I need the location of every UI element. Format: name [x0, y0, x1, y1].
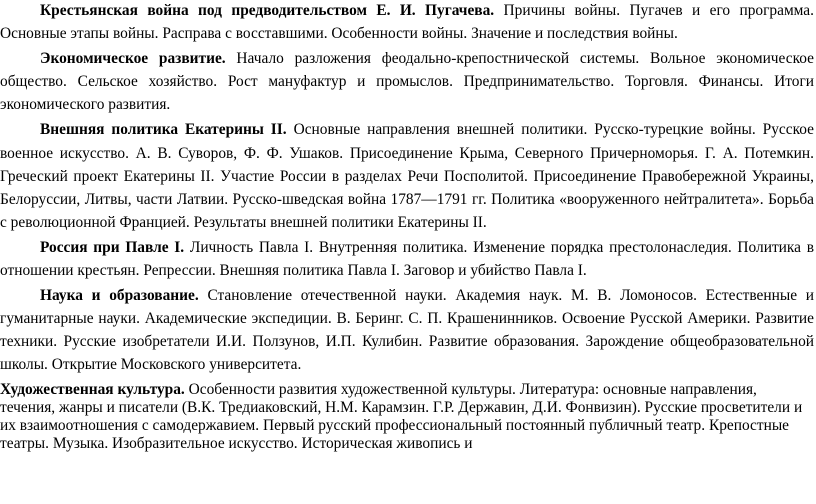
- paragraph-heading: Экономическое развитие.: [40, 50, 226, 68]
- paragraph-economic-development: [0, 47, 816, 116]
- paragraph-heading: Внешняя политика Екатерины II.: [40, 121, 287, 139]
- paragraph-body: Особенности развития художественной культуры. Литература: основные направления, течения, жанры и писатели (В.К. Тредиаковский, Н.М. Карамзин. Г.Р. Державин, Д.И. Фонвизин). Русские просветители и их взаимоотношения с самодержавием. Первый русский профессиональный постоянный публичный театр. Крепостные театры. Музыка. Изобразительное искусство. Историческая живопись и: [0, 380, 803, 453]
- paragraph-foreign-policy-catherine: [0, 118, 816, 233]
- paragraph-art-culture: [0, 381, 816, 454]
- paragraph-body: Личность Павла I. Внутренняя политика. Изменение порядка престолонаследия. Политика в отношении крестьян. Репрессии. Внешняя политика Павла I. Заговор и убийство Павла I.: [0, 238, 814, 280]
- paragraph-heading: Россия при Павле I.: [40, 238, 185, 256]
- paragraph-body: Становление отечественной науки. Академия наук. М. В. Ломоносов. Естественные и гуманитарные науки. Академические экспедиции. В. Беринг. С. П. Крашенинников. Освоение Русской Америки. Развитие техники. Русские изобретатели И.И. Ползунов, И.П. Кулибин. Развитие образования. Зарождение общеобразовательной школы. Открытие Московского университета.: [0, 287, 814, 374]
- paragraph-body: Начало разложения феодально-крепостнической системы. Вольное экономическое общество. Сельское хозяйство. Рост мануфактур и промыслов. Предпринимательство. Торговля. Финансы. Итоги экономического развития.: [0, 50, 815, 114]
- paragraph-body: Основные направления внешней политики. Русско-турецкие войны. Русское военное искусство. А. В. Суворов, Ф. Ф. Ушаков. Присоединение Крыма, Северного Причерноморья. Г. А. Потемкин. Греческий проект Екатерины II. Участие России в разделах Речи Посполитой. Присоединение Правобережной Украины, Белоруссии, Литвы, части Латвии. Русско-шведская война 1787—1791 гг. Политика «вооруженного нейтралитета». Борьба с революционной Францией. Результаты внешней политики Екатерины II.: [0, 121, 814, 231]
- paragraph-heading: Художественная культура.: [0, 380, 185, 398]
- paragraph-heading: Крестьянская война под предводительством Е. И. Пугачева.: [40, 2, 495, 19]
- paragraph-science-education: [0, 284, 816, 376]
- paragraph-paul-i: [0, 236, 816, 282]
- paragraph-pugachev-war: [0, 0, 816, 45]
- paragraph-heading: Наука и образование.: [40, 287, 199, 305]
- paragraph-body: Причины войны. Пугачев и его программа. Основные этапы войны. Расправа с восставшими. Особенности войны. Значение и последствия войны.: [0, 2, 814, 43]
